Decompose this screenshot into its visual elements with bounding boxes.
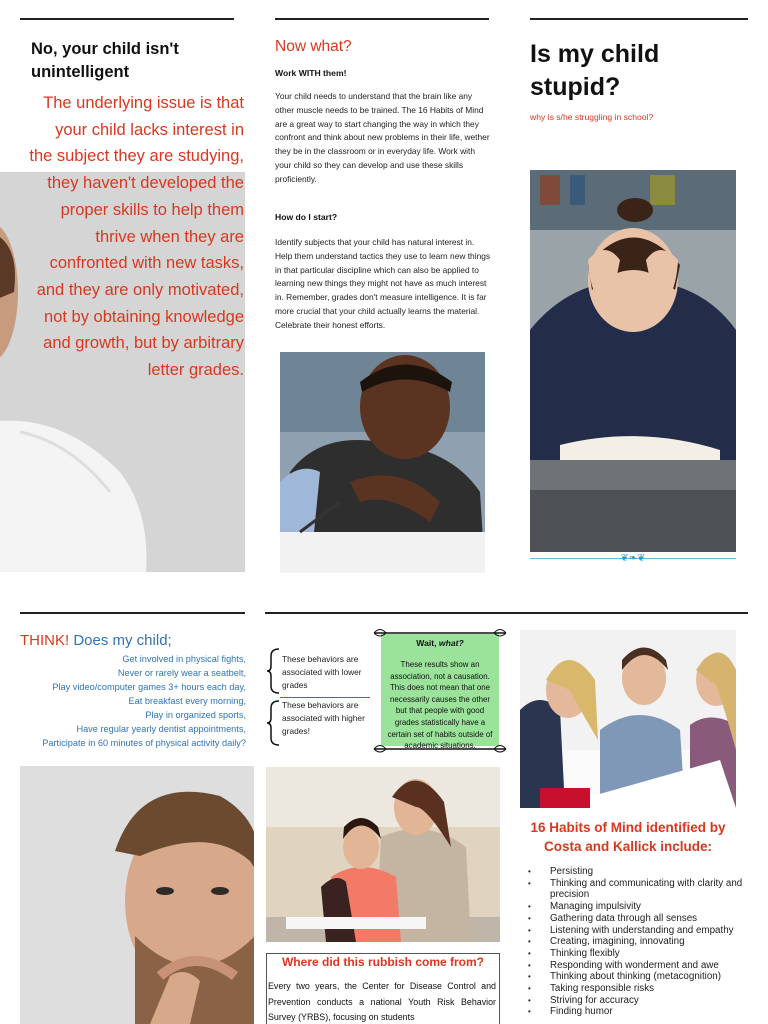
list-item: Play video/computer games 3+ hours each day, [52,682,246,692]
list-item: • Persisting [528,866,748,878]
list-item: • Finding humor [528,1006,748,1018]
list-item: Eat breakfast every morning, [128,696,246,706]
top-rule-panel1 [20,18,234,20]
habits-list [528,866,748,1018]
list-item: • Managing impulsivity [528,901,748,913]
list-item: • Thinking flexibly [528,948,748,960]
how-start-body: Identify subjects that your child has natural interest in. Help them understand tactics they use to learn new things in that particular discipline which can also be applied to learning new things they might not have as much interest in. Remember, grades don't measure intelligence. It is far more crucial that your child actually learns the material. Celebrate their honest efforts. [275,237,491,330]
ornament-flourish: ❦❧❦ [620,553,646,564]
think-list [20,652,246,750]
list-item: Never or rarely wear a seatbelt, [117,668,246,678]
left-brace-bottom [267,700,281,746]
list-item: Participate in 60 minutes of physical activity daily? [42,738,246,748]
list-item: Play in organized sports, [145,710,246,720]
brace-lower-grades: These behaviors are associated with lower grades [282,654,362,690]
wait-body: These results show an association, not a causation. This does not mean that one necessarily causes the other but that people with good grades statistically have a certain set of habits outside of academic situations. [387,660,493,751]
photo-mother-daughter [266,767,500,942]
think-question: Does my child; [69,632,172,649]
list-item: • Striving for accuracy [528,995,748,1007]
top-rule-panel2 [275,18,489,20]
think-title [20,632,172,649]
work-with-body: Your child needs to understand that the brain like any other muscle needs to be trained. The 16 Habits of Mind are a great way to start changing the way in which they confront and think about new problems in their life, wether they be in the classroom or in everyday life. Work with your child so they can develop and use these skills proficiently. [275,91,490,184]
left-brace-top [267,648,281,694]
think-label: THINK! [20,632,70,649]
rubbish-body: Every two years, the Center for Disease Control and Prevention conducts a national Youth Risk Behavior Survey (YRBS), focusing on students [268,981,496,1023]
list-item: Have regular yearly dentist appointments, [76,724,246,734]
photo-stressed-student [530,170,736,552]
panel1-title: No, your child isn't unintelligent [31,40,179,81]
brace-higher-grades: These behaviors are associated with higher grades! [282,700,365,736]
photo-boy-reading [280,352,485,573]
panel2-title: Now what? [275,38,352,55]
wait-title-prefix: Wait, [416,638,439,648]
list-item: • Thinking and communicating with clarity and precision [528,878,748,901]
top-rule-panel3 [530,18,748,20]
wait-title [381,638,499,648]
wait-title-emph: what? [438,638,464,648]
how-start-heading: How do I start? [275,212,338,222]
rubbish-title: Where did this rubbish come from? [281,955,484,969]
photo-thinking-man [20,766,254,1024]
habits-title: 16 Habits of Mind identified by Costa and Kallick include: [530,820,726,854]
list-item: • Creating, imagining, innovating [528,936,748,948]
panel1-quote: The underlying issue is that your child lacks interest in the subject they are studying, they haven't developed the proper skills to help them thrive when they are confronted with new tasks, and they are only motivated, not by obtaining knowledge and growth, but by arbitrary letter grades. [29,94,244,380]
panel3-title: Is my child stupid? [530,40,660,101]
list-item: • Taking responsible risks [528,983,748,995]
list-item: • Listening with understanding and empathy [528,925,748,937]
list-item: • Gathering data through all senses [528,913,748,925]
rule-think [20,612,245,614]
list-item: • Responding with wonderment and awe [528,960,748,972]
list-item: Get involved in physical fights, [122,654,246,664]
panel3-subtitle: why is s/he struggling in school? [530,112,654,122]
brace-divider [280,697,370,698]
photo-study-group [520,630,736,808]
rule-bottom-wide [265,612,748,614]
work-with-heading: Work WITH them! [275,68,347,78]
list-item: • Thinking about thinking (metacognition) [528,971,748,983]
